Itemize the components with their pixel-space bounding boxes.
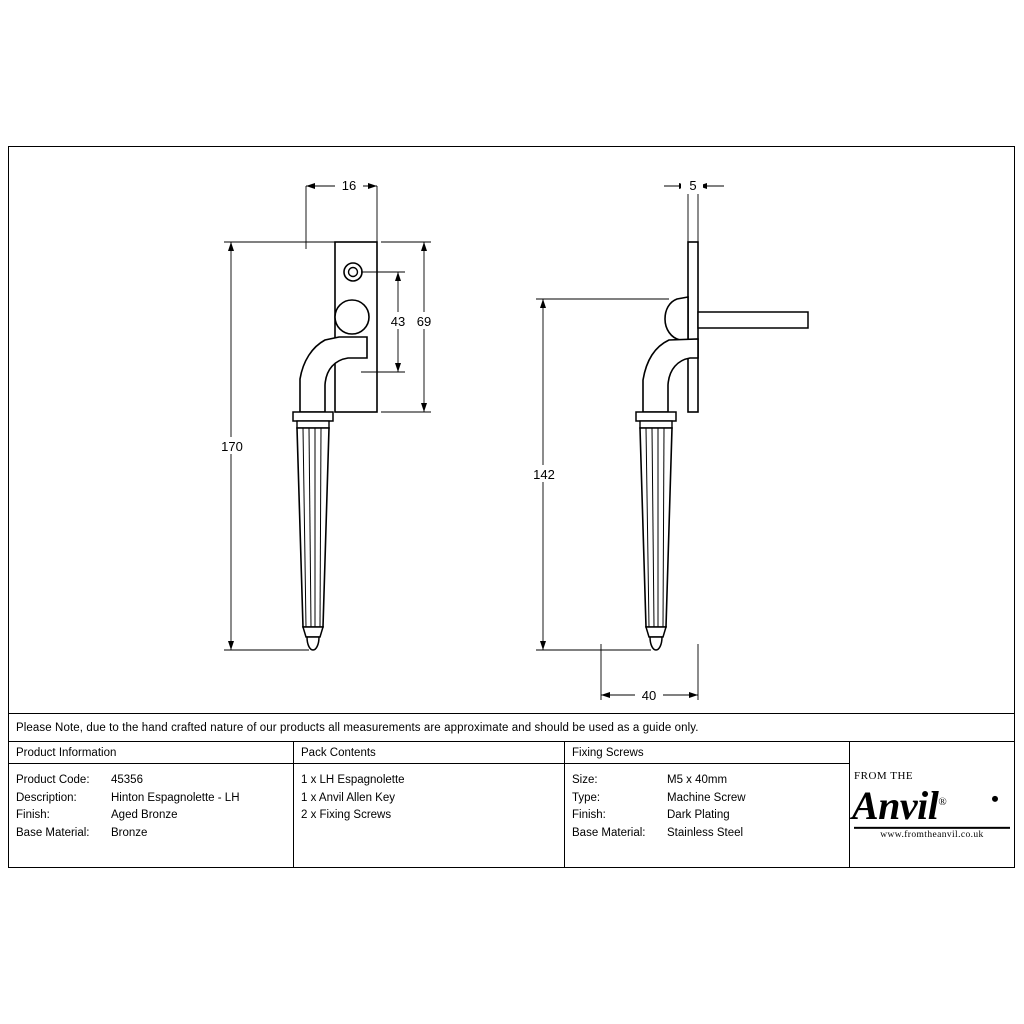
finish-row xyxy=(16,807,293,825)
logo-dot-icon xyxy=(992,796,998,802)
dim-16: 16 xyxy=(341,178,357,193)
finish-value: Aged Bronze xyxy=(111,809,178,821)
pack-contents-item: 2 x Fixing Screws xyxy=(301,809,392,821)
description-row xyxy=(16,790,293,808)
logo-registered-mark: ® xyxy=(938,795,947,808)
logo-website-url: www.fromtheanvil.co.uk xyxy=(880,830,984,841)
screw-size-label: Size: xyxy=(572,774,598,786)
side-view xyxy=(529,178,808,703)
pack-contents-item: 1 x Anvil Allen Key xyxy=(301,791,395,804)
base-material-label: Base Material: xyxy=(16,826,90,839)
product-code-row xyxy=(16,772,293,790)
pack-contents-column xyxy=(294,742,565,868)
brand-logo xyxy=(850,742,1014,868)
screw-size-row xyxy=(572,772,849,790)
description-label: Description: xyxy=(16,791,77,804)
screw-base-material-label: Base Material: xyxy=(572,826,646,839)
measurement-note-row xyxy=(9,713,1014,741)
product-code-label: Product Code: xyxy=(16,774,90,786)
drawing-svg xyxy=(9,147,1014,713)
fixing-screws-header: Fixing Screws xyxy=(565,742,849,764)
base-material-row xyxy=(16,825,293,843)
information-table xyxy=(9,741,1014,868)
dim-69: 69 xyxy=(416,314,432,329)
product-information-column xyxy=(9,742,294,868)
dim-43: 43 xyxy=(390,314,406,329)
pack-contents-item: 1 x LH Espagnolette xyxy=(301,774,405,786)
measurement-note: Please Note, due to the hand crafted nature of our products all measurements are approximate and should be used as a guide only. xyxy=(16,721,699,734)
technical-drawing-area xyxy=(9,147,1014,713)
dim-170: 170 xyxy=(221,439,243,454)
product-information-header: Product Information xyxy=(9,742,293,764)
logo-brand-word: Anvil xyxy=(852,783,939,829)
dim-142: 142 xyxy=(533,467,555,482)
product-code-value: 45356 xyxy=(111,774,143,786)
screw-type-row xyxy=(572,790,849,808)
dim-5: 5 xyxy=(689,178,697,193)
screw-base-material-row xyxy=(572,825,849,843)
pack-contents-body xyxy=(294,764,564,825)
screw-base-material-value: Stainless Steel xyxy=(667,826,744,839)
screw-finish-label: Finish: xyxy=(572,809,606,821)
screw-type-value: Machine Screw xyxy=(667,791,746,804)
description-value: Hinton Espagnolette - LH xyxy=(111,791,240,804)
base-material-value: Bronze xyxy=(111,826,148,839)
front-view xyxy=(217,178,436,650)
brand-logo-column xyxy=(850,742,1014,868)
logo-from-the-text: FROM THE xyxy=(854,769,914,782)
finish-label: Finish: xyxy=(16,809,50,821)
screw-finish-row xyxy=(572,807,849,825)
screw-finish-value: Dark Plating xyxy=(667,809,730,821)
product-information-body xyxy=(9,764,293,842)
fixing-screws-body xyxy=(565,764,849,842)
screw-type-label: Type: xyxy=(572,791,601,804)
screw-size-value: M5 x 40mm xyxy=(667,774,728,786)
dim-40: 40 xyxy=(641,688,657,703)
fixing-screws-column xyxy=(565,742,850,868)
drawing-sheet xyxy=(8,146,1015,868)
pack-contents-header: Pack Contents xyxy=(294,742,564,764)
logo-brand-text xyxy=(852,782,1012,829)
